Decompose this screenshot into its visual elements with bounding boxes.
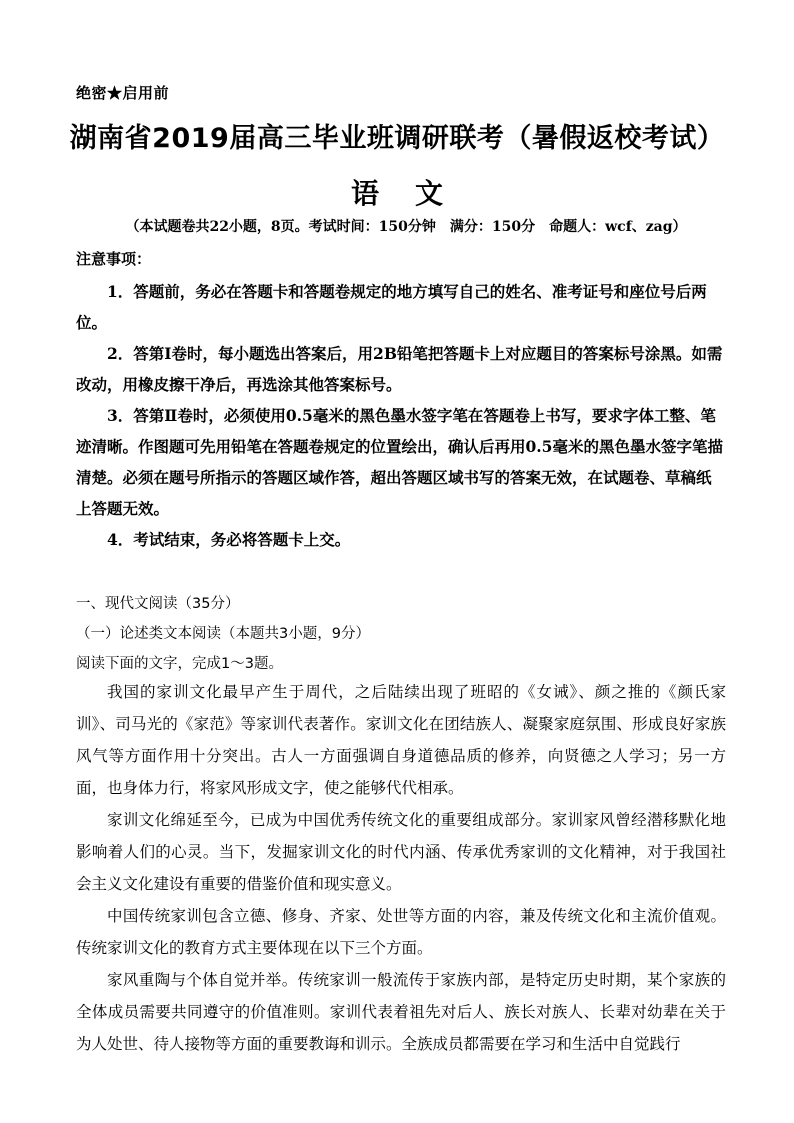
passage-paragraph: 家训文化绵延至今，已成为中国优秀传统文化的重要组成部分。家训家风曾经潜移默化地影响着人们的心灵。当下，发掘家训文化的时代内涵、传承优秀家训的文化精神，对于我国社会主义文化建设有重要的借鉴价值和现实意义。 [76, 811, 726, 893]
exam-info: （本试题卷共22小题，8页。考试时间：150分钟 满分：150分 命题人：wcf、zag） [125, 219, 687, 235]
passage-paragraph: 中国传统家训包含立德、修身、齐家、处世等方面的内容，兼及传统文化和主流价值观。传统家训文化的教育方式主要体现在以下三个方面。 [76, 907, 726, 957]
notice-item: 1．答题前，务必在答题卡和答题卷规定的地方填写自己的姓名、准考证号和座位号后两位。 [76, 282, 707, 332]
part-title: 一、现代文阅读（35分） [76, 596, 240, 612]
reading-instruction: 阅读下面的文字，完成1～3题。 [76, 656, 283, 672]
notice-list [76, 276, 726, 555]
exam-title: 湖南省2019届高三毕业班调研联考（暑假返校考试） [69, 123, 725, 154]
reading-passage [76, 676, 726, 1060]
notice-item: 3．答第Ⅱ卷时，必须使用0.5毫米的黑色墨水签字笔在答题卷上书写，要求字体工整、笔迹清晰。作图题可先用铅笔在答题卷规定的位置绘出，确认后再用0.5毫米的黑色墨水签字笔描清楚。必须在题号所指示的答题区域作答，超出答题区域书写的答案无效，在试题卷、草稿纸上答题无效。 [76, 406, 723, 518]
sub-section-title: （一）论述类文本阅读（本题共3小题，9分） [76, 626, 370, 642]
passage-paragraph: 家风重陶与个体自觉并举。传统家训一般流传于家族内部，是特定历史时期，某个家族的全体成员需要共同遵守的价值准则。家训代表着祖先对后人、族长对族人、长辈对幼辈在关于为人处世、待人接物等方面的重要教诲和训示。全族成员都需要在学习和生活中自觉践行 [76, 971, 726, 1053]
confidential-label: 绝密★启用前 [76, 84, 170, 102]
notice-item: 4．考试结束，务必将答题卡上交。 [107, 530, 351, 549]
notice-title: 注意事项： [76, 250, 152, 268]
notice-item: 2．答第Ⅰ卷时，每小题选出答案后，用2B铅笔把答题卡上对应题目的答案标号涂黑。如需改动，用橡皮擦干净后，再选涂其他答案标号。 [76, 344, 723, 394]
subject-title: 语文 [350, 177, 479, 210]
passage-paragraph: 我国的家训文化最早产生于周代，之后陆续出现了班昭的《女诫》、颜之推的《颜氏家训》、司马光的《家范》等家训代表著作。家训文化在团结族人、凝聚家庭氛围、形成良好家族风气等方面作用十分突出。古人一方面强调自身道德品质的修养，向贤德之人学习；另一方面，也身体力行，将家风形成文字，使之能够代代相承。 [76, 683, 726, 797]
